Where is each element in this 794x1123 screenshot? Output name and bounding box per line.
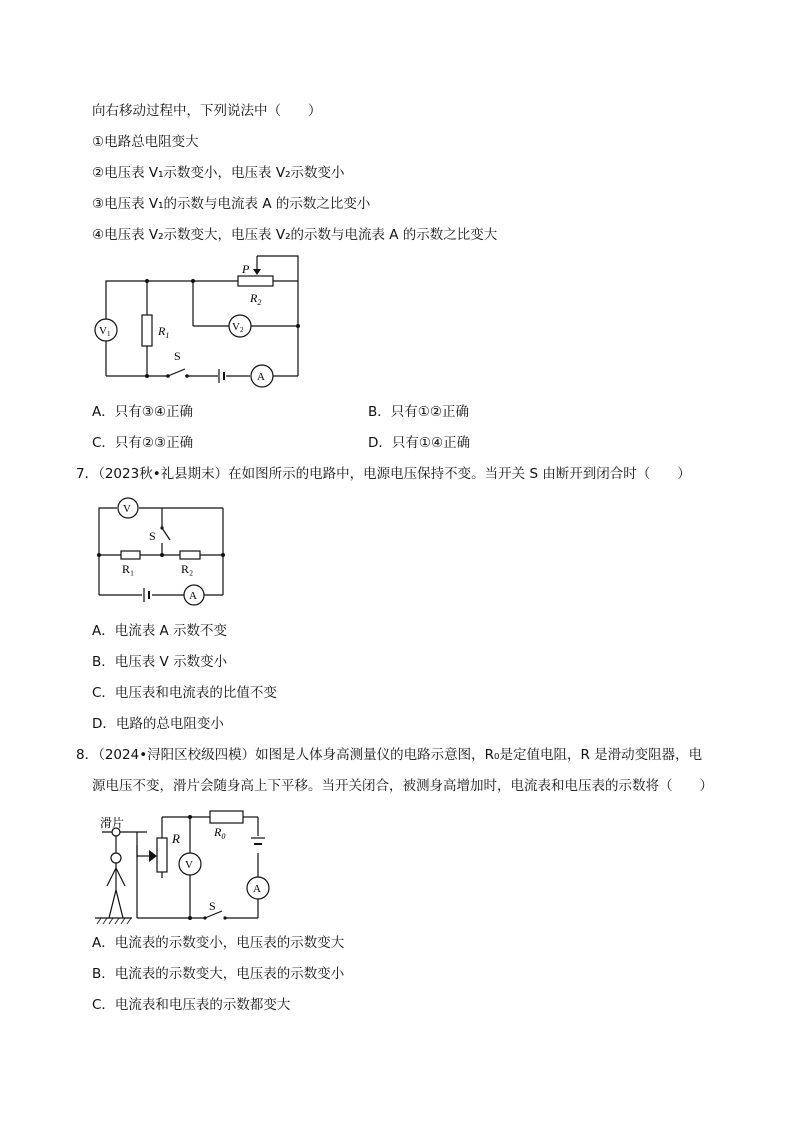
q8-circuit-diagram — [92, 800, 277, 925]
svg-text:V: V — [123, 503, 131, 515]
q8-option-a[interactable]: A．电流表的示数变小，电压表的示数变大 — [92, 935, 345, 951]
q7-stem: 7．（2023秋•礼县期末）在如图所示的电路中，电源电压保持不变。当开关 S 由断开到闭合时（ ） — [76, 466, 691, 482]
svg-text:A: A — [257, 371, 265, 383]
q8-stem-line1: 8．（2024•浔阳区校级四模）如图是人体身高测量仪的电路示意图，R₀是定值电阻，R 是滑动变阻器，电 — [76, 747, 703, 763]
svg-text:V1: V1 — [99, 325, 111, 338]
q6-statement-2: ②电压表 V₁示数变小，电压表 V₂示数变小 — [92, 165, 345, 181]
label-p: P — [242, 262, 250, 276]
svg-text:V2: V2 — [232, 321, 244, 334]
q6-statement-3: ③电压表 V₁的示数与电流表 A 的示数之比变小 — [92, 196, 371, 212]
svg-text:S: S — [174, 349, 181, 363]
q7-option-b[interactable]: B．电压表 V 示数变小 — [92, 654, 228, 670]
q8-stem-line2: 源电压不变，滑片会随身高上下平移。当开关闭合，被测身高增加时，电流表和电压表的示数将（ ） — [92, 778, 713, 794]
svg-text:A: A — [253, 883, 261, 895]
svg-text:A: A — [189, 590, 197, 602]
svg-text:R2: $R_2$ — [250, 291, 262, 307]
svg-text:R: R — [172, 831, 180, 846]
q6-option-b[interactable]: B．只有①②正确 — [368, 404, 469, 420]
q6-statement-1: ①电路总电阻变大 — [92, 134, 199, 150]
svg-text:R₁: R₁ — [122, 562, 135, 576]
q6-circuit-diagram — [88, 252, 313, 388]
q6-statement-4: ④电压表 V₂示数变大，电压表 V₂的示数与电流表 A 的示数之比变大 — [92, 227, 498, 243]
q6-stem-tail: 向右移动过程中，下列说法中（ ） — [92, 103, 322, 119]
q7-circuit-diagram — [92, 495, 232, 607]
q6-option-c[interactable]: C．只有②③正确 — [92, 435, 194, 451]
svg-text:R0: $R_0$ — [214, 825, 226, 841]
svg-text:V: V — [185, 859, 193, 871]
q8-option-c[interactable]: C．电流表和电压表的示数都变大 — [92, 997, 291, 1013]
svg-text:R1: $R_1$ — [158, 324, 170, 340]
q7-option-d[interactable]: D．电路的总电阻变小 — [92, 716, 224, 732]
svg-text:S: S — [209, 899, 216, 913]
q7-option-a[interactable]: A．电流表 A 示数不变 — [92, 623, 228, 639]
q6-option-a[interactable]: A．只有③④正确 — [92, 404, 193, 420]
svg-text:滑片: 滑片 — [100, 816, 125, 830]
q7-option-c[interactable]: C．电压表和电流表的比值不变 — [92, 685, 277, 701]
q8-option-b[interactable]: B．电流表的示数变大，电压表的示数变小 — [92, 966, 345, 982]
svg-text:R₂: R₂ — [181, 562, 194, 576]
q6-option-d[interactable]: D．只有①④正确 — [368, 435, 471, 451]
svg-text:S: S — [149, 529, 156, 543]
